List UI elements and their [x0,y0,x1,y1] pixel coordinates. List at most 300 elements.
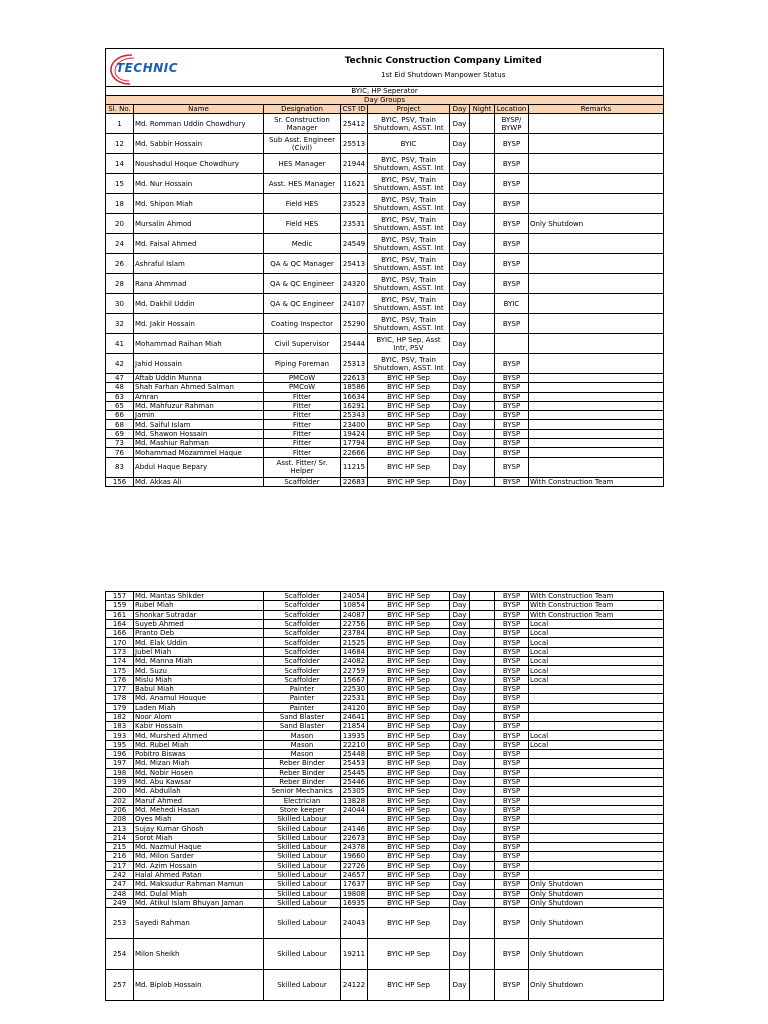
project-cell: BYIC HP Sep [368,477,450,486]
sl-cell: 170 [106,638,134,647]
designation-cell: Mason [264,740,341,749]
day-cell: Day [450,777,470,786]
manpower-table-page-2 [105,591,664,1001]
project-cell: BYIC HP Sep [368,374,450,383]
table-row [106,194,664,214]
table-row [106,354,664,374]
name-cell: Mohammad Mozammel Haque [134,448,264,457]
cst-id-cell: 24082 [341,657,368,666]
designation-cell: Fitter [264,429,341,438]
table-row [106,870,664,879]
sl-cell: 200 [106,787,134,796]
location-cell: BYSP [495,870,529,879]
name-cell: Noushadul Hoque Chowdhury [134,154,264,174]
designation-cell: Fitter [264,420,341,429]
remarks-cell: Only Shutdown [529,908,664,939]
name-cell: Md. Abu Kawsar [134,777,264,786]
sl-cell: 173 [106,647,134,656]
cst-id-cell: 23784 [341,629,368,638]
cst-id-cell: 22531 [341,694,368,703]
table-row [106,647,664,656]
night-cell [470,154,495,174]
designation-cell: Scaffolder [264,657,341,666]
sl-cell: 174 [106,657,134,666]
table-row [106,401,664,410]
cst-id-cell: 17637 [341,880,368,889]
table-row [106,610,664,619]
remarks-cell [529,787,664,796]
designation-cell: Fitter [264,411,341,420]
sl-cell: 20 [106,214,134,234]
day-cell: Day [450,684,470,693]
cst-id-cell: 25313 [341,354,368,374]
day-cell: Day [450,852,470,861]
table-row [106,214,664,234]
table-row [106,114,664,134]
remarks-cell [529,354,664,374]
day-cell: Day [450,420,470,429]
night-cell [470,439,495,448]
cst-id-cell: 22673 [341,833,368,842]
remarks-cell [529,750,664,759]
cst-id-cell: 10854 [341,601,368,610]
day-cell: Day [450,610,470,619]
table-row [106,392,664,401]
sl-cell: 69 [106,429,134,438]
table-row [106,420,664,429]
designation-cell: Skilled Labour [264,815,341,824]
sl-cell: 253 [106,908,134,939]
designation-cell: Skilled Labour [264,852,341,861]
sl-cell: 178 [106,694,134,703]
location-cell: BYSP [495,712,529,721]
project-cell: BYIC HP Sep [368,939,450,970]
project-cell: BYIC HP Sep [368,796,450,805]
day-cell: Day [450,294,470,314]
night-cell [470,374,495,383]
title-row [106,49,664,87]
day-cell: Day [450,448,470,457]
remarks-cell: Only Shutdown [529,214,664,234]
table-row [106,880,664,889]
remarks-cell: Local [529,666,664,675]
project-cell: BYIC, PSV, Train Shutdown, ASST. Int [368,314,450,334]
cst-id-cell: 21944 [341,154,368,174]
designation-cell: Fitter [264,392,341,401]
name-cell: Jamin [134,411,264,420]
location-cell: BYSP [495,787,529,796]
location-cell: BYIC [495,294,529,314]
group-row [106,96,664,105]
project-cell: BYIC HP Sep [368,666,450,675]
cst-id-cell: 21854 [341,722,368,731]
sl-cell: 254 [106,939,134,970]
remarks-cell [529,174,664,194]
remarks-cell [529,114,664,134]
project-cell: BYIC, PSV, Train Shutdown, ASST. Int [368,214,450,234]
table-row [106,619,664,628]
table-row [106,712,664,721]
sl-cell: 197 [106,759,134,768]
table-row [106,815,664,824]
cst-id-cell: 23523 [341,194,368,214]
night-cell [470,592,495,601]
sl-cell: 76 [106,448,134,457]
table-row [106,477,664,486]
night-cell [470,722,495,731]
designation-cell: Scaffolder [264,619,341,628]
cst-id-cell: 22726 [341,861,368,870]
night-cell [470,214,495,234]
name-cell: Kabir Hossain [134,722,264,731]
table-row [106,601,664,610]
cst-id-cell: 25453 [341,759,368,768]
name-cell: Md. Suzu [134,666,264,675]
col-location: Location [495,105,529,114]
location-cell: BYSP [495,383,529,392]
table-row [106,833,664,842]
table-row [106,787,664,796]
location-cell: BYSP [495,675,529,684]
project-cell: BYIC HP Sep [368,694,450,703]
name-cell: Jahid Hossain [134,354,264,374]
project-cell: BYIC HP Sep [368,411,450,420]
remarks-cell: Only Shutdown [529,889,664,898]
day-cell: Day [450,824,470,833]
remarks-cell [529,154,664,174]
project-cell: BYIC HP Sep [368,722,450,731]
name-cell: Md. Rubel Miah [134,740,264,749]
name-cell: Md. Saiful Islam [134,420,264,429]
table-row [106,759,664,768]
name-cell: Md. Shipon Miah [134,194,264,214]
sl-cell: 42 [106,354,134,374]
location-cell: BYSP [495,703,529,712]
location-cell: BYSP [495,759,529,768]
night-cell [470,898,495,907]
name-cell: Milon Sheikh [134,939,264,970]
remarks-cell [529,254,664,274]
name-cell: Md. Shawon Hossain [134,429,264,438]
night-cell [470,448,495,457]
col-project: Project [368,105,450,114]
name-cell: Md. Milon Sarder [134,852,264,861]
cst-id-cell: 13935 [341,731,368,740]
table-row [106,439,664,448]
col-cst: CST ID [342,105,366,113]
name-cell: Md. Romman Uddin Chowdhury [134,114,264,134]
location-cell: BYSP [495,833,529,842]
project-cell: BYIC HP Sep [368,592,450,601]
name-cell: Md. Mizan Miah [134,759,264,768]
cst-id-cell: 25448 [341,750,368,759]
project-cell: BYIC [368,134,450,154]
remarks-cell [529,274,664,294]
designation-cell: Scaffolder [264,610,341,619]
location-cell: BYSP [495,401,529,410]
cst-id-cell: 22683 [341,477,368,486]
designation-cell: Field HES [264,214,341,234]
name-cell: Suyeb Ahmed [134,619,264,628]
col-designation: Designation [264,105,341,114]
location-cell: BYSP [495,694,529,703]
designation-cell: Medic [264,234,341,254]
night-cell [470,759,495,768]
name-cell: Noor Alom [134,712,264,721]
manpower-table-page-1 [105,48,664,487]
name-cell: Md. Akkas Ali [134,477,264,486]
sl-cell: 73 [106,439,134,448]
night-cell [470,354,495,374]
night-cell [470,383,495,392]
project-cell: BYIC, PSV, Train Shutdown, ASST. Int [368,194,450,214]
name-cell: Abdul Haque Bepary [134,457,264,477]
project-cell: BYIC HP Sep [368,601,450,610]
table-row [106,768,664,777]
cst-id-cell: 22613 [341,374,368,383]
sl-cell: 32 [106,314,134,334]
remarks-cell [529,194,664,214]
location-cell: BYSP [495,666,529,675]
table-row [106,154,664,174]
table-row [106,429,664,438]
cst-id-cell: 16634 [341,392,368,401]
designation-cell: Field HES [264,194,341,214]
section-row [106,87,664,96]
day-cell: Day [450,815,470,824]
project-cell: BYIC HP Sep [368,712,450,721]
designation-cell: Sr. Construction Manager [264,114,341,134]
name-cell: Mislu Miah [134,675,264,684]
table-row [106,703,664,712]
sl-cell: 66 [106,411,134,420]
location-cell: BYSP [495,439,529,448]
table-row [106,334,664,354]
table-row [106,861,664,870]
designation-cell: Scaffolder [264,647,341,656]
location-cell: BYSP [495,796,529,805]
remarks-cell [529,429,664,438]
night-cell [470,174,495,194]
name-cell: Halal Ahmed Patan [134,870,264,879]
designation-cell: Scaffolder [264,675,341,684]
name-cell: Rana Ahmmad [134,274,264,294]
remarks-cell: Local [529,731,664,740]
sl-cell: 242 [106,870,134,879]
remarks-cell [529,694,664,703]
name-cell: Md. Nobir Hosen [134,768,264,777]
project-cell: BYIC HP Sep [368,675,450,684]
night-cell [470,134,495,154]
sl-cell: 198 [106,768,134,777]
location-cell: BYSP [495,154,529,174]
location-cell: BYSP/ BYWP [495,114,529,134]
cst-id-cell: 25305 [341,787,368,796]
location-cell: BYSP [495,374,529,383]
cst-id-cell: 24146 [341,824,368,833]
designation-cell: Electrician [264,796,341,805]
company-logo [106,49,264,87]
cst-id-cell: 11621 [341,174,368,194]
night-cell [470,314,495,334]
table-row [106,939,664,970]
night-cell [470,815,495,824]
cst-id-cell: 25513 [341,134,368,154]
designation-cell: Sand Blaster [264,722,341,731]
day-cell: Day [450,750,470,759]
cst-id-cell: 25445 [341,768,368,777]
remarks-cell [529,796,664,805]
day-cell: Day [450,314,470,334]
day-cell: Day [450,392,470,401]
day-cell: Day [450,254,470,274]
designation-cell: Reber Binder [264,768,341,777]
project-cell: BYIC HP Sep [368,457,450,477]
project-cell: BYIC HP Sep [368,703,450,712]
designation-cell: Skilled Labour [264,861,341,870]
night-cell [470,657,495,666]
designation-cell: Asst. HES Manager [264,174,341,194]
location-cell: BYSP [495,898,529,907]
table-row [106,274,664,294]
night-cell [470,114,495,134]
night-cell [470,833,495,842]
remarks-cell [529,411,664,420]
sl-cell: 248 [106,889,134,898]
day-cell: Day [450,439,470,448]
name-cell: Mursalin Ahmod [134,214,264,234]
table-row [106,740,664,749]
day-cell: Day [450,629,470,638]
night-cell [470,750,495,759]
cst-id-cell: 19424 [341,429,368,438]
location-cell: BYSP [495,194,529,214]
cst-id-cell: 25446 [341,777,368,786]
sl-cell: 161 [106,610,134,619]
table-row [106,694,664,703]
remarks-cell [529,234,664,254]
project-cell: BYIC, PSV, Train Shutdown, ASST. Int [368,294,450,314]
night-cell [470,824,495,833]
location-cell: BYSP [495,314,529,334]
remarks-cell [529,420,664,429]
cst-id-cell: 22530 [341,684,368,693]
designation-cell: Mason [264,750,341,759]
col-night: Night [470,105,495,114]
sl-cell: 48 [106,383,134,392]
designation-cell: QA & QC Manager [264,254,341,274]
day-cell: Day [450,638,470,647]
table-row [106,731,664,740]
remarks-cell [529,401,664,410]
name-cell: Md. Dakhil Uddin [134,294,264,314]
project-cell: BYIC, PSV, Train Shutdown, ASST. Int [368,114,450,134]
night-cell [470,629,495,638]
remarks-cell: Local [529,619,664,628]
designation-cell: Skilled Labour [264,970,341,1001]
sl-cell: 176 [106,675,134,684]
location-cell: BYSP [495,619,529,628]
designation-cell: PMCoW [264,374,341,383]
designation-cell: Skilled Labour [264,889,341,898]
day-cell: Day [450,374,470,383]
cst-id-cell: 22756 [341,619,368,628]
day-cell: Day [450,401,470,410]
name-cell: Md. Dulal Miah [134,889,264,898]
location-cell: BYSP [495,429,529,438]
project-cell: BYIC HP Sep [368,448,450,457]
location-cell: BYSP [495,731,529,740]
day-cell: Day [450,805,470,814]
night-cell [470,703,495,712]
night-cell [470,731,495,740]
location-cell: BYSP [495,805,529,814]
name-cell: Md. Mahfuzur Rahman [134,401,264,410]
table-row [106,684,664,693]
night-cell [470,666,495,675]
designation-cell: Civil Supervisor [264,334,341,354]
table-row [106,234,664,254]
location-cell: BYSP [495,638,529,647]
company-name: Technic Construction Company Limited [344,55,542,66]
sl-cell: 47 [106,374,134,383]
name-cell: Md. Manna Miah [134,657,264,666]
day-cell: Day [450,703,470,712]
day-cell: Day [450,601,470,610]
table-row [106,843,664,852]
location-cell [495,334,529,354]
designation-cell: Painter [264,703,341,712]
remarks-cell [529,134,664,154]
project-cell: BYIC HP Sep [368,970,450,1001]
remarks-cell: With Construction Team [529,601,664,610]
designation-cell: HES Manager [264,154,341,174]
day-cell: Day [450,477,470,486]
day-cell: Day [450,657,470,666]
col-remarks: Remarks [529,105,664,114]
project-cell: BYIC HP Sep [368,889,450,898]
cst-id-cell: 24120 [341,703,368,712]
designation-cell: Skilled Labour [264,833,341,842]
sl-cell: 247 [106,880,134,889]
designation-cell: Mason [264,731,341,740]
location-cell: BYSP [495,684,529,693]
location-cell: BYSP [495,750,529,759]
designation-cell: Fitter [264,439,341,448]
designation-cell: Scaffolder [264,629,341,638]
day-cell: Day [450,889,470,898]
project-cell: BYIC HP Sep [368,420,450,429]
day-cell: Day [450,870,470,879]
table-row [106,666,664,675]
cst-id-cell: 24122 [341,970,368,1001]
sl-cell: 65 [106,401,134,410]
remarks-cell: Local [529,629,664,638]
location-cell: BYSP [495,880,529,889]
project-cell: BYIC HP Sep [368,870,450,879]
location-cell: BYSP [495,411,529,420]
project-cell: BYIC HP Sep [368,619,450,628]
name-cell: Oyes Miah [134,815,264,824]
group-label: Day Groups [106,96,664,105]
location-cell: BYSP [495,852,529,861]
cst-id-cell: 24320 [341,274,368,294]
night-cell [470,619,495,628]
cst-id-cell: 24378 [341,843,368,852]
sl-cell: 159 [106,601,134,610]
night-cell [470,908,495,939]
sl-cell: 215 [106,843,134,852]
